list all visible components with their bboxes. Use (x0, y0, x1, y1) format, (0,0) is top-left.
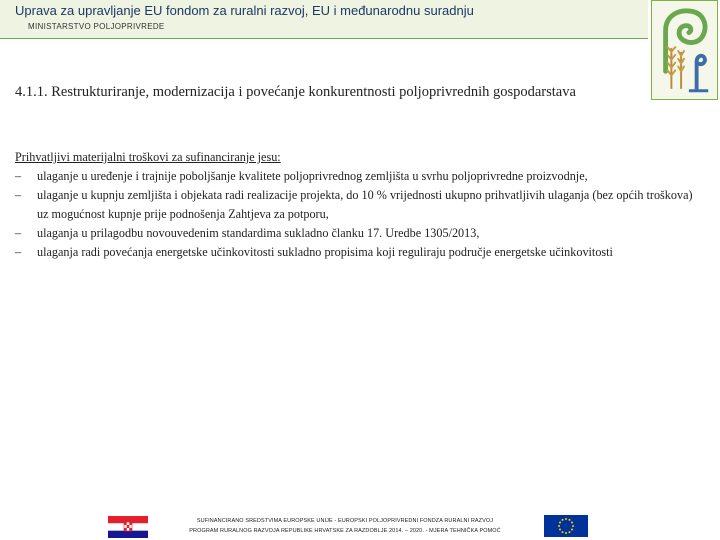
bullet-dash: – (15, 226, 22, 240)
bullet-dash: – (15, 188, 22, 202)
eligible-costs-intro: Prihvatljivi materijalni troškovi za sufinanciranje jesu: (15, 150, 281, 164)
footer-line-2: PROGRAM RURALNOG RAZVOJA REPUBLIKE HRVATSKE ZA RAZDOBLJE 2014. – 2020. - MJERA TEHNIČKA POMOĆ (189, 528, 501, 534)
list-item (15, 167, 705, 186)
footer (0, 510, 720, 540)
content-body (15, 148, 705, 262)
header-bar (0, 0, 648, 39)
bullet-dash: – (15, 169, 22, 183)
list-item-text: ulaganja u prilagodbu novouvedenim standardima sukladno članku 17. Uredbe 1305/2013, (37, 226, 480, 240)
list-item (15, 224, 705, 243)
croatia-flag-icon (108, 516, 148, 538)
list-item (15, 186, 705, 224)
bullet-dash: – (15, 245, 22, 259)
list-item (15, 243, 705, 262)
footer-text (160, 516, 530, 536)
section-heading: 4.1.1. Restrukturiranje, modernizacija i povećanje konkurentnosti poljoprivrednih gospodarstava (15, 84, 576, 100)
eu-flag-icon (544, 515, 588, 537)
ministry-logo (651, 0, 718, 100)
header-subtitle: MINISTARSTVO POLJOPRIVREDE (28, 22, 165, 31)
list-item-text: ulaganja radi povećanja energetske učinkovitosti sukladno propisima koji reguliraju područje energetske učinkovitosti (37, 245, 613, 259)
header-title: Uprava za upravljanje EU fondom za ruralni razvoj, EU i međunarodnu suradnju (15, 3, 474, 18)
list-item-text: ulaganje u uređenje i trajnije poboljšanje kvalitete poljoprivrednog zemljišta u svrhu poljoprivredne proizvodnje, (37, 169, 588, 183)
footer-line-1: SUFINANCIRANO SREDSTVIMA EUROPSKE UNIJE - EUROPSKI POLJOPRIVREDNI FONDZA RURALNI RAZVOJ (196, 518, 494, 524)
eligible-costs-list (15, 167, 705, 262)
list-item-text: ulaganje u kupnju zemljišta i objekata radi realizacije projekta, do 10 % vrijednosti ukupno prihvatljivih ulaganja (bez općih troškova) uz mogućnost kupnje prije podnošenja Zahtjeva za potporu, (37, 188, 693, 221)
ministry-logo-icon (652, 1, 717, 99)
